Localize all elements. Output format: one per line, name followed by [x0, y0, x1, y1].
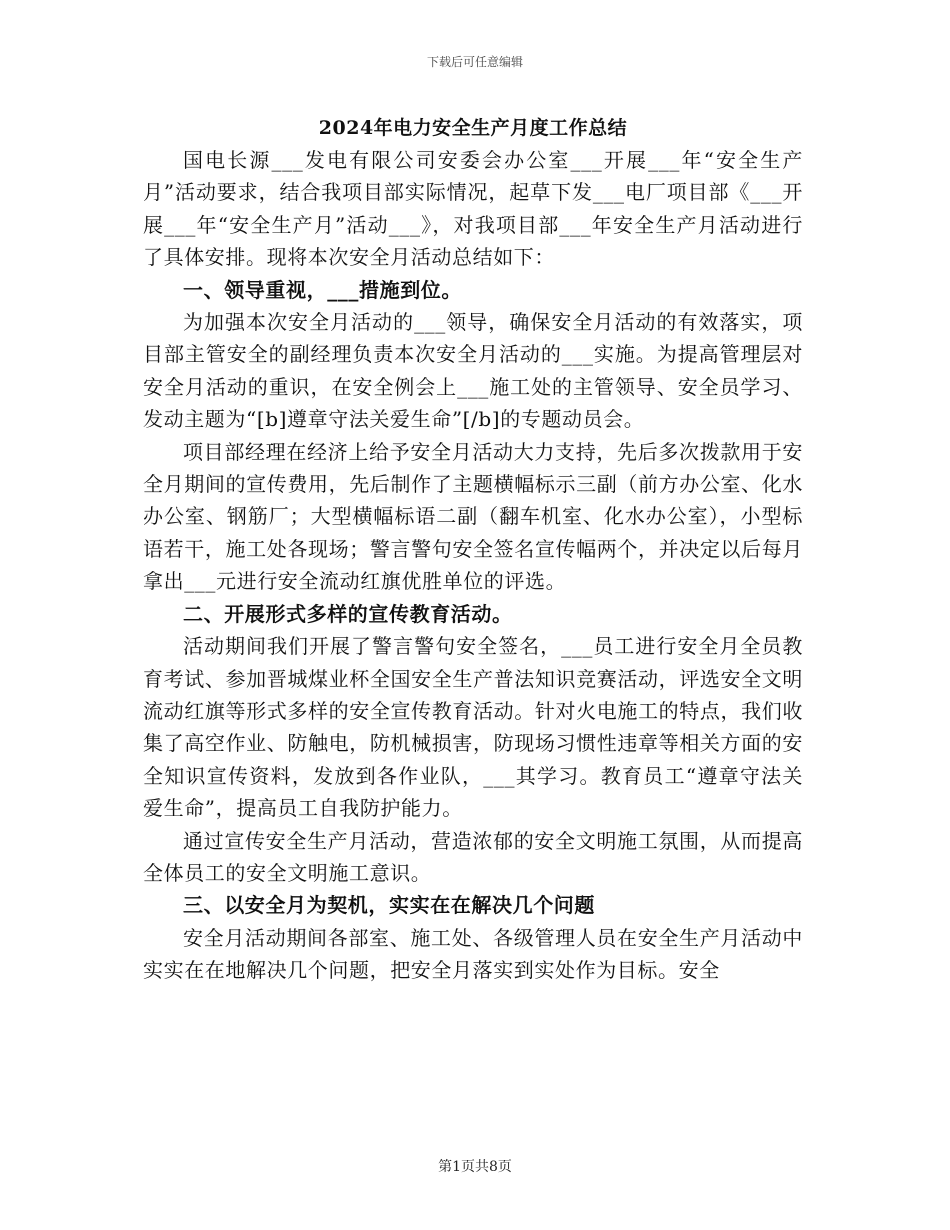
document-body: [143, 112, 803, 987]
document-title: 2024年电力安全生产月度工作总结: [318, 117, 628, 139]
section-heading-1: 一、领导重视，___措施到位。: [183, 277, 462, 302]
section-3-paragraph-1: 安全月活动期间各部室、施工处、各级管理人员在安全生产月活动中实实在在地解决几个问题，把安全月落实到实处作为目标。安全: [143, 925, 803, 983]
intro-paragraph: 国电长源___发电有限公司安委会办公室___开展___年“安全生产月”活动要求，结合我项目部实际情况，起草下发___电厂项目部《___开展___年“安全生产月”活动___》，对我项目部___年安全生产月活动进行了具体安排。现将本次安全月活动总结如下：: [143, 148, 803, 270]
section-2-paragraph-2: 通过宣传安全生产月活动，营造浓郁的安全文明施工氛围，从而提高全体员工的安全文明施工意识。: [143, 828, 803, 885]
section-1-paragraph-2: 项目部经理在经济上给予安全月活动大力支持，先后多次拨款用于安全月期间的宣传费用，先后制作了主题横幅标示三副（前方办公室、化水办公室、钢筋厂；大型横幅标语二副（翻车机室、化水办公室），小型标语若干，施工处各现场；警言警句安全签名宣传幅两个，并决定以后每月拿出___元进行安全流动红旗优胜单位的评选。: [143, 439, 803, 594]
section-1-paragraph-1: 为加强本次安全月活动的___领导，确保安全月活动的有效落实，项目部主管安全的副经理负责本次安全月活动的___实施。为提高管理层对安全月活动的重识，在安全例会上___施工处的主管领导、安全员学习、发动主题为“[b]遵章守法关爱生命”[/b]的专题动员会。: [143, 310, 803, 432]
section-heading-3: 三、以安全月为契机，实实在在解决几个问题: [183, 893, 595, 918]
page-number: 第1页共8页: [438, 1159, 512, 1175]
section-heading-2: 二、开展形式多样的宣传教育活动。: [183, 601, 513, 626]
page-header-note: 下载后可任意编辑: [426, 55, 523, 69]
section-2-paragraph-1: 活动期间我们开展了警言警句安全签名，___员工进行安全月全员教育考试、参加晋城煤业杯全国安全生产普法知识竞赛活动，评选安全文明流动红旗等形式多样的安全宣传教育活动。针对火电施工的特点，我们收集了高空作业、防触电，防机械损害，防现场习惯性违章等相关方面的安全知识宣传资料，发放到各作业队，___其学习。教育员工“遵章守法关爱生命”，提高员工自我防护能力。: [143, 634, 803, 821]
